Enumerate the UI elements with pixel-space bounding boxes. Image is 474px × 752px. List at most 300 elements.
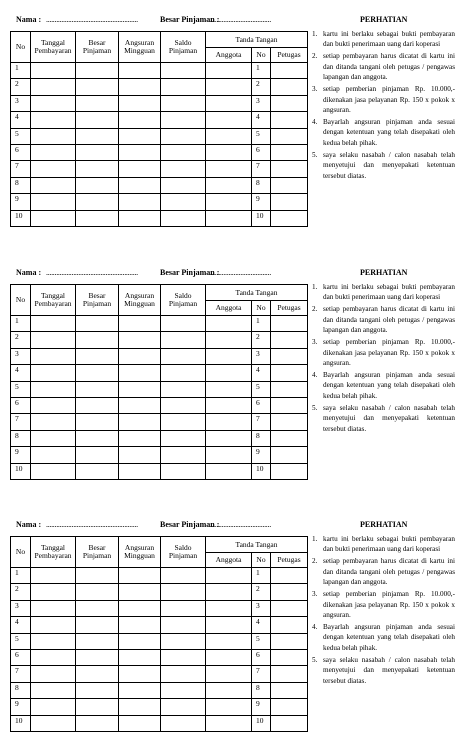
row-number-signature: 4: [252, 617, 271, 633]
row-number-signature: 4: [252, 112, 271, 128]
empty-cell: [76, 128, 119, 144]
col-header-angsuran: Angsuran Mingguan: [119, 32, 161, 63]
col-header-anggota: Anggota: [206, 48, 252, 63]
empty-cell: [161, 666, 206, 682]
empty-cell: [206, 95, 252, 111]
empty-cell: [161, 144, 206, 160]
row-number-signature: 9: [252, 699, 271, 715]
row-number: 1: [11, 63, 31, 79]
col-header-besar: Besar Pinjaman: [76, 285, 119, 316]
empty-cell: [206, 128, 252, 144]
besar-pinjaman-fill-line: .....................................: [208, 520, 271, 529]
table-row: [11, 144, 308, 160]
empty-cell: [76, 600, 119, 616]
row-number: 9: [11, 194, 31, 210]
note-item: [312, 84, 455, 115]
table-row: [11, 381, 308, 397]
note-item: [312, 282, 455, 303]
note-number: 2.: [312, 557, 318, 566]
perhatian-heading: PERHATIAN: [360, 15, 408, 24]
note-item: [312, 403, 455, 434]
row-number: 3: [11, 348, 31, 364]
empty-cell: [271, 177, 308, 193]
empty-cell: [206, 332, 252, 348]
empty-cell: [271, 63, 308, 79]
col-header-saldo: Saldo Pinjaman: [161, 537, 206, 568]
note-item: [312, 150, 455, 181]
col-header-angsuran: Angsuran Mingguan: [119, 285, 161, 316]
col-header-no2: No: [252, 301, 271, 316]
empty-cell: [76, 430, 119, 446]
row-number: 4: [11, 112, 31, 128]
empty-cell: [206, 194, 252, 210]
row-number: 9: [11, 447, 31, 463]
empty-cell: [271, 600, 308, 616]
note-item: [312, 556, 455, 587]
col-header-petugas: Petugas: [271, 48, 308, 63]
empty-cell: [206, 666, 252, 682]
note-text: Bayarlah angsuran pinjaman anda sesuai dengan ketentuan yang telah disepakati oleh kedua belah pihak.: [323, 623, 455, 652]
empty-cell: [119, 682, 161, 698]
row-number-signature: 7: [252, 414, 271, 430]
empty-cell: [76, 316, 119, 332]
note-text: Bayarlah angsuran pinjaman anda sesuai dengan ketentuan yang telah disepakati oleh kedua belah pihak.: [323, 118, 455, 147]
perhatian-heading: PERHATIAN: [360, 520, 408, 529]
row-number-signature: 3: [252, 95, 271, 111]
row-number: 6: [11, 397, 31, 413]
empty-cell: [31, 584, 76, 600]
table-row: [11, 666, 308, 682]
note-number: 5.: [312, 150, 318, 159]
empty-cell: [76, 332, 119, 348]
row-number-signature: 1: [252, 568, 271, 584]
besar-pinjaman-fill-line: .....................................: [208, 268, 271, 277]
row-number: 3: [11, 600, 31, 616]
row-number-signature: 1: [252, 63, 271, 79]
empty-cell: [206, 63, 252, 79]
row-number: 5: [11, 633, 31, 649]
note-number: 5.: [312, 403, 318, 412]
row-number-signature: 2: [252, 584, 271, 600]
notes-list: [312, 534, 455, 688]
empty-cell: [76, 584, 119, 600]
empty-cell: [119, 649, 161, 665]
empty-cell: [119, 177, 161, 193]
empty-cell: [271, 447, 308, 463]
col-header-no: No: [11, 537, 31, 568]
note-number: 1.: [312, 30, 318, 38]
empty-cell: [76, 633, 119, 649]
empty-cell: [119, 161, 161, 177]
row-number-signature: 5: [252, 381, 271, 397]
table-row: [11, 568, 308, 584]
empty-cell: [76, 666, 119, 682]
empty-cell: [31, 633, 76, 649]
empty-cell: [206, 381, 252, 397]
col-header-saldo: Saldo Pinjaman: [161, 285, 206, 316]
table-row: [11, 95, 308, 111]
nama-label: Nama :: [16, 15, 42, 24]
nama-fill-line: ......................................................: [46, 15, 138, 24]
empty-cell: [161, 600, 206, 616]
empty-cell: [271, 381, 308, 397]
empty-cell: [76, 210, 119, 226]
empty-cell: [31, 568, 76, 584]
empty-cell: [31, 649, 76, 665]
col-header-no: No: [11, 32, 31, 63]
empty-cell: [206, 144, 252, 160]
empty-cell: [31, 144, 76, 160]
empty-cell: [119, 447, 161, 463]
note-text: saya selaku nasabah / calon nasabah telah menyetujui dan menyepakati ketentuan tersebut diatas.: [323, 403, 455, 433]
note-item: [312, 370, 455, 401]
empty-cell: [31, 414, 76, 430]
row-number: 1: [11, 568, 31, 584]
row-number-signature: 8: [252, 682, 271, 698]
empty-cell: [31, 177, 76, 193]
empty-cell: [76, 414, 119, 430]
row-number-signature: 9: [252, 194, 271, 210]
besar-pinjaman-fill-line: .....................................: [208, 15, 271, 24]
empty-cell: [271, 144, 308, 160]
empty-cell: [271, 633, 308, 649]
empty-cell: [271, 584, 308, 600]
empty-cell: [31, 600, 76, 616]
empty-cell: [161, 584, 206, 600]
empty-cell: [31, 430, 76, 446]
row-number: 4: [11, 365, 31, 381]
empty-cell: [119, 332, 161, 348]
empty-cell: [119, 568, 161, 584]
empty-cell: [119, 715, 161, 731]
row-number: 7: [11, 666, 31, 682]
note-text: setiap pemberian pinjaman Rp. 10.000,- dikenakan jasa pelayanan Rp. 150 x pokok x angsuran.: [323, 338, 455, 368]
empty-cell: [76, 381, 119, 397]
row-number-signature: 8: [252, 430, 271, 446]
table-row: [11, 316, 308, 332]
empty-cell: [206, 600, 252, 616]
note-text: Bayarlah angsuran pinjaman anda sesuai dengan ketentuan yang telah disepakati oleh kedua belah pihak.: [323, 371, 455, 400]
col-header-petugas: Petugas: [271, 553, 308, 568]
empty-cell: [161, 649, 206, 665]
empty-cell: [161, 332, 206, 348]
note-text: setiap pembayaran harus dicatat di kartu ini dan ditanda tangani oleh petugas / pengawas lapangan dan anggota.: [323, 52, 455, 82]
empty-cell: [119, 95, 161, 111]
row-number: 5: [11, 128, 31, 144]
table-row: [11, 715, 308, 731]
empty-cell: [161, 194, 206, 210]
row-number-signature: 5: [252, 633, 271, 649]
row-number: 8: [11, 177, 31, 193]
besar-pinjaman-label: Besar Pinjaman :: [160, 15, 220, 24]
note-number: 3.: [312, 590, 318, 599]
table-row: [11, 699, 308, 715]
empty-cell: [161, 210, 206, 226]
empty-cell: [271, 332, 308, 348]
empty-cell: [161, 365, 206, 381]
empty-cell: [206, 177, 252, 193]
empty-cell: [271, 79, 308, 95]
note-item: [312, 29, 455, 50]
empty-cell: [161, 177, 206, 193]
perhatian-heading: PERHATIAN: [360, 268, 408, 277]
table-row: [11, 365, 308, 381]
col-header-tanggal: Tanggal Pembayaran: [31, 285, 76, 316]
card-header: [0, 517, 474, 533]
row-number: 10: [11, 715, 31, 731]
empty-cell: [76, 79, 119, 95]
empty-cell: [271, 161, 308, 177]
empty-cell: [76, 63, 119, 79]
empty-cell: [76, 95, 119, 111]
table-row: [11, 194, 308, 210]
card-header: [0, 265, 474, 281]
empty-cell: [119, 463, 161, 479]
empty-cell: [119, 414, 161, 430]
empty-cell: [31, 95, 76, 111]
row-number: 2: [11, 79, 31, 95]
note-text: saya selaku nasabah / calon nasabah telah menyetujui dan menyepakati ketentuan tersebut diatas.: [323, 655, 455, 685]
empty-cell: [271, 397, 308, 413]
empty-cell: [31, 617, 76, 633]
empty-cell: [76, 144, 119, 160]
note-item: [312, 51, 455, 82]
row-number: 8: [11, 682, 31, 698]
row-number: 8: [11, 430, 31, 446]
note-text: kartu ini berlaku sebagai bukti pembayaran dan bukti penerimaan uang dari koperasi: [323, 283, 455, 302]
row-number-signature: 10: [252, 210, 271, 226]
empty-cell: [206, 699, 252, 715]
empty-cell: [206, 112, 252, 128]
empty-cell: [161, 381, 206, 397]
empty-cell: [161, 95, 206, 111]
nama-fill-line: ......................................................: [46, 520, 138, 529]
row-number-signature: 6: [252, 144, 271, 160]
col-header-tanggal: Tanggal Pembayaran: [31, 537, 76, 568]
empty-cell: [31, 161, 76, 177]
note-item: [312, 304, 455, 335]
empty-cell: [119, 194, 161, 210]
note-number: 3.: [312, 338, 318, 347]
empty-cell: [76, 617, 119, 633]
empty-cell: [119, 365, 161, 381]
col-header-tanda-tangan: Tanda Tangan: [206, 537, 308, 553]
empty-cell: [76, 177, 119, 193]
empty-cell: [76, 463, 119, 479]
col-header-angsuran: Angsuran Mingguan: [119, 537, 161, 568]
empty-cell: [161, 316, 206, 332]
empty-cell: [206, 348, 252, 364]
row-number: 7: [11, 414, 31, 430]
empty-cell: [76, 348, 119, 364]
table-row: [11, 414, 308, 430]
empty-cell: [271, 568, 308, 584]
empty-cell: [161, 414, 206, 430]
row-number: 7: [11, 161, 31, 177]
empty-cell: [161, 430, 206, 446]
note-item: [312, 337, 455, 368]
row-number-signature: 4: [252, 365, 271, 381]
empty-cell: [119, 430, 161, 446]
note-text: setiap pembayaran harus dicatat di kartu ini dan ditanda tangani oleh petugas / pengawas lapangan dan anggota.: [323, 305, 455, 335]
row-number: 4: [11, 617, 31, 633]
table-row: [11, 161, 308, 177]
note-number: 4.: [312, 118, 318, 127]
empty-cell: [76, 699, 119, 715]
row-number-signature: 6: [252, 649, 271, 665]
empty-cell: [206, 584, 252, 600]
empty-cell: [161, 161, 206, 177]
note-number: 4.: [312, 371, 318, 380]
empty-cell: [206, 397, 252, 413]
note-number: 1.: [312, 535, 318, 543]
note-text: saya selaku nasabah / calon nasabah telah menyetujui dan menyepakati ketentuan tersebut diatas.: [323, 150, 455, 180]
loan-card: [0, 12, 474, 247]
loan-card: [0, 265, 474, 500]
col-header-tanda-tangan: Tanda Tangan: [206, 32, 308, 48]
nama-label: Nama :: [16, 268, 42, 277]
row-number: 10: [11, 210, 31, 226]
empty-cell: [161, 79, 206, 95]
table-row: [11, 112, 308, 128]
empty-cell: [31, 397, 76, 413]
empty-cell: [31, 316, 76, 332]
col-header-no2: No: [252, 48, 271, 63]
empty-cell: [161, 463, 206, 479]
empty-cell: [31, 194, 76, 210]
col-header-saldo: Saldo Pinjaman: [161, 32, 206, 63]
empty-cell: [206, 568, 252, 584]
empty-cell: [31, 128, 76, 144]
payment-table: [10, 31, 308, 227]
empty-cell: [119, 79, 161, 95]
empty-cell: [31, 332, 76, 348]
besar-pinjaman-label: Besar Pinjaman :: [160, 268, 220, 277]
row-number: 9: [11, 699, 31, 715]
row-number-signature: 3: [252, 600, 271, 616]
empty-cell: [271, 210, 308, 226]
row-number-signature: 7: [252, 666, 271, 682]
note-number: 4.: [312, 623, 318, 632]
nama-label: Nama :: [16, 520, 42, 529]
empty-cell: [31, 682, 76, 698]
table-row: [11, 600, 308, 616]
empty-cell: [161, 447, 206, 463]
row-number: 6: [11, 144, 31, 160]
empty-cell: [31, 381, 76, 397]
notes-list: [312, 282, 455, 436]
notes-list: [312, 29, 455, 183]
row-number-signature: 3: [252, 348, 271, 364]
empty-cell: [161, 112, 206, 128]
note-item: [312, 117, 455, 148]
table-row: [11, 63, 308, 79]
empty-cell: [76, 568, 119, 584]
empty-cell: [271, 715, 308, 731]
note-text: kartu ini berlaku sebagai bukti pembayaran dan bukti penerimaan uang dari koperasi: [323, 30, 455, 49]
empty-cell: [271, 617, 308, 633]
empty-cell: [271, 430, 308, 446]
col-header-tanggal: Tanggal Pembayaran: [31, 32, 76, 63]
row-number-signature: 1: [252, 316, 271, 332]
empty-cell: [271, 682, 308, 698]
empty-cell: [119, 397, 161, 413]
empty-cell: [206, 649, 252, 665]
empty-cell: [31, 666, 76, 682]
empty-cell: [119, 600, 161, 616]
col-header-anggota: Anggota: [206, 553, 252, 568]
table-row: [11, 128, 308, 144]
note-text: kartu ini berlaku sebagai bukti pembayaran dan bukti penerimaan uang dari koperasi: [323, 535, 455, 554]
empty-cell: [161, 63, 206, 79]
empty-cell: [119, 112, 161, 128]
table-row: [11, 332, 308, 348]
empty-cell: [271, 348, 308, 364]
empty-cell: [76, 397, 119, 413]
empty-cell: [119, 144, 161, 160]
empty-cell: [206, 447, 252, 463]
empty-cell: [206, 414, 252, 430]
empty-cell: [271, 128, 308, 144]
empty-cell: [271, 463, 308, 479]
empty-cell: [31, 348, 76, 364]
note-number: 5.: [312, 655, 318, 664]
empty-cell: [119, 381, 161, 397]
empty-cell: [76, 194, 119, 210]
table-row: [11, 617, 308, 633]
empty-cell: [76, 682, 119, 698]
col-header-petugas: Petugas: [271, 301, 308, 316]
empty-cell: [31, 365, 76, 381]
note-number: 2.: [312, 305, 318, 314]
row-number-signature: 9: [252, 447, 271, 463]
empty-cell: [271, 365, 308, 381]
empty-cell: [31, 463, 76, 479]
empty-cell: [119, 584, 161, 600]
empty-cell: [206, 365, 252, 381]
empty-cell: [119, 63, 161, 79]
empty-cell: [76, 112, 119, 128]
besar-pinjaman-label: Besar Pinjaman :: [160, 520, 220, 529]
empty-cell: [119, 699, 161, 715]
table-row: [11, 210, 308, 226]
empty-cell: [161, 633, 206, 649]
note-item: [312, 622, 455, 653]
empty-cell: [161, 397, 206, 413]
empty-cell: [161, 128, 206, 144]
empty-cell: [76, 649, 119, 665]
empty-cell: [31, 63, 76, 79]
empty-cell: [31, 715, 76, 731]
empty-cell: [76, 447, 119, 463]
row-number: 5: [11, 381, 31, 397]
empty-cell: [76, 365, 119, 381]
table-row: [11, 633, 308, 649]
empty-cell: [31, 210, 76, 226]
table-row: [11, 430, 308, 446]
note-text: setiap pemberian pinjaman Rp. 10.000,- dikenakan jasa pelayanan Rp. 150 x pokok x angsuran.: [323, 590, 455, 620]
empty-cell: [161, 699, 206, 715]
col-header-besar: Besar Pinjaman: [76, 537, 119, 568]
empty-cell: [119, 633, 161, 649]
table-row: [11, 649, 308, 665]
empty-cell: [76, 715, 119, 731]
note-number: 1.: [312, 283, 318, 291]
empty-cell: [31, 699, 76, 715]
empty-cell: [119, 210, 161, 226]
col-header-no: No: [11, 285, 31, 316]
row-number: 6: [11, 649, 31, 665]
